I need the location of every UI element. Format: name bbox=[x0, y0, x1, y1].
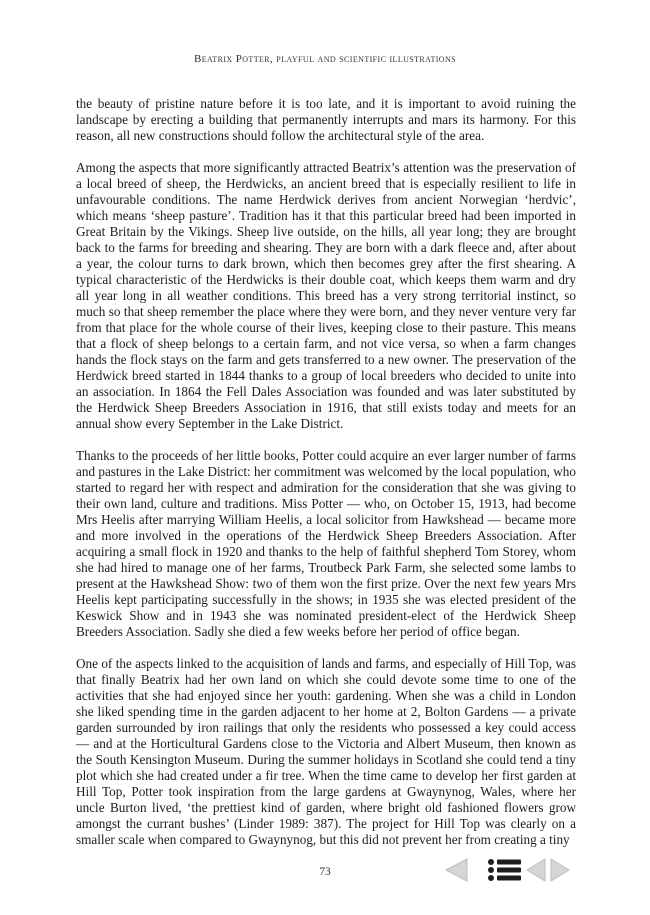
next-page-icon[interactable] bbox=[549, 856, 571, 884]
running-head: Beatrix Potter, playful and scientific illustrations bbox=[193, 53, 457, 65]
paragraph: One of the aspects linked to the acquisition of lands and farms, and especially of Hill Top, was that finally Beatrix had her own land on which she could devote some time to one of the activities that she had enjoyed since her youth: gardening. When she was a child in London she liked spending time in the garden adjacent to her home at 2, Bolton Gardens — a private garden surrounded by iron railings that only the residents who possessed a key could access — and at the Horticultural Gardens close to the Victoria and Albert Museum, then known as the South Kensington Museum. During the summer holidays in Scotland she could tend a tiny plot which she had created under a fir tree. When the time came to develop her first garden at Hill Top, Potter took inspiration from the large gardens at Gwaynynog, Wales, where her uncle Burton lived, ‘the prettiest kind of garden, where bright old fashioned flowers grow amongst the currant bushes’ (Linder 1989: 387). The project for Hill Top was clearly on a smaller scale when compared to Gwaynynog, but this did not prevent her from creating a tiny bbox=[76, 656, 576, 847]
paragraph: Among the aspects that more significantly attracted Beatrix’s attention was the preservation of a local breed of sheep, the Herdwicks, an ancient breed that is especially resilient to life in unfavourable conditions. The name Herdwick derives from ancient Norwegian ‘herdvic’, which means ‘sheep pasture’. Tradition has it that this particular breed had been imported in Great Britain by the Vikings. Sheep live outside, on the hills, all year long; they are brought back to the farms for breeding and shearing. They are born with a dark fleece and, after about a year, the colour turns to dark brown, which then becomes grey after the first shearing. A typical characteristic of the Herdwicks is their double coat, which keeps them warm and dry all year long in all weather conditions. This breed has a very strong territorial instinct, so much so that sheep remember the place where they were born, and they never venture very far from that place for the whole course of their lives, keeping close to their pasture. This means that a flock of sheep belongs to a certain farm, and not vice versa, so when a farm changes hands the flock stays on the farm and gets transferred to a new owner. The preservation of the Herdwick breed started in 1844 thanks to a group of local breeders who decided to unite into an association. In 1864 the Fell Dales Association was founded and was later substituted by the Herdwick Sheep Breeders Association in 1916, that still exists today and meets for an annual show every September in the Lake District. bbox=[76, 160, 576, 431]
previous-page-icon[interactable] bbox=[525, 856, 547, 884]
page-number: 73 bbox=[319, 866, 331, 878]
page-navigation bbox=[443, 856, 573, 884]
body-text bbox=[76, 96, 576, 864]
contents-list-icon[interactable] bbox=[487, 856, 523, 884]
paragraph: Thanks to the proceeds of her little books, Potter could acquire an ever larger number of farms and pastures in the Lake District: her commitment was welcomed by the local population, who started to regard her with respect and admiration for the consideration that she was giving to their own land, culture and traditions. Miss Potter — who, on October 15, 1913, had become Mrs Heelis after marrying William Heelis, a local solicitor from Hawkshead — became more and more involved in the operations of the Herdwick Sheep Breeders Association. After acquiring a small flock in 1920 and thanks to the help of faithful shepherd Tom Storey, whom she had hired to manage one of her farms, Troutbeck Park Farm, she selected some lambs to present at the Hawkshead Show: two of them won the first prize. Over the next few years Mrs Heelis kept participating successfully in the shows; in 1935 she was elected president of the Keswick Show and in 1943 she was nominated president-elect of the Herdwick Sheep Breeders Association. Sadly she died a few weeks before her period of office began. bbox=[76, 448, 576, 639]
paragraph: the beauty of pristine nature before it is too late, and it is important to avoid ruining the landscape by erecting a building that permanently interrupts and mars its harmony. For this reason, all new constructions should follow the architectural style of the area. bbox=[76, 96, 576, 143]
first-page-icon[interactable] bbox=[443, 856, 469, 884]
